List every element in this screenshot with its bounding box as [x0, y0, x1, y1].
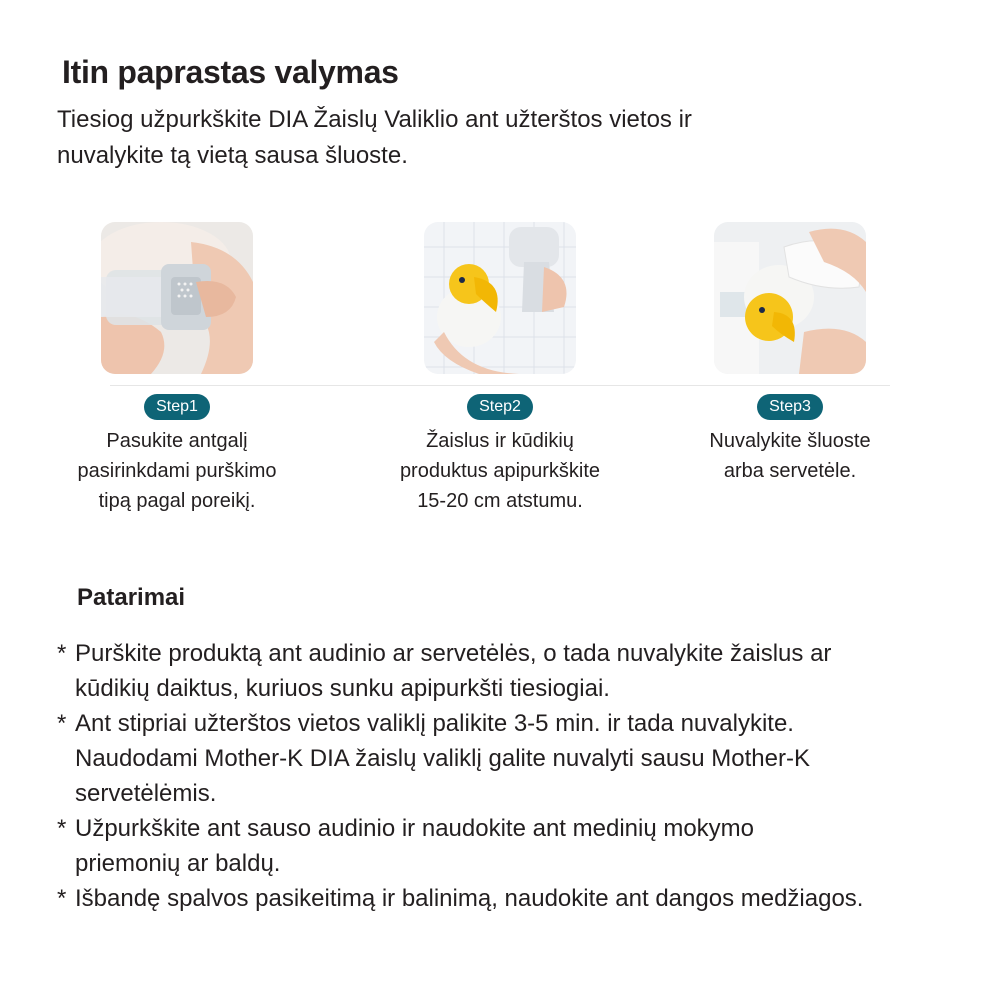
step-1-description [27, 426, 327, 516]
tip-item [57, 881, 977, 916]
page-title: Itin paprastas valymas [62, 54, 399, 90]
step-3-badge: Step3 [757, 394, 823, 420]
step-2-line-1: Žaislus ir kūdikių [426, 430, 574, 452]
step-2-line-2: produktus apipurkškite [399, 460, 601, 482]
step-3-description [640, 426, 940, 486]
tip-bullet: * [57, 640, 67, 667]
tip-1-line-1: Purškite produktą ant audinio ar servetėlės, o tada nuvalykite žaislus ar [75, 640, 832, 667]
step-3-line-2: arba servetėle. [723, 460, 857, 482]
step-1-badge: Step1 [144, 394, 210, 420]
tip-2-line-2: Naudodami Mother-K DIA žaislų valiklį galite nuvalyti sausu Mother-K [75, 745, 810, 772]
step-2-badge: Step2 [467, 394, 533, 420]
step-1-line-1: Pasukite antgalį [106, 430, 248, 452]
step-1-line-3: tipą pagal poreikį. [98, 490, 256, 512]
spray-nozzle-photo [101, 222, 253, 374]
tip-2-line-1: Ant stipriai užterštos vietos valiklį palikite 3-5 min. ir tada nuvalykite. [75, 710, 794, 737]
tip-bullet: * [57, 710, 67, 737]
spray-toy-photo [424, 222, 576, 374]
tip-1-line-2: kūdikių daiktus, kuriuos sunku apipurkšti tiesiogiai. [75, 675, 610, 702]
step-3-line-1: Nuvalykite šluoste [709, 430, 871, 452]
tip-4-line-1: Išbandę spalvos pasikeitimą ir balinimą, naudokite ant dangos medžiagos. [75, 885, 864, 912]
tip-bullet: * [57, 885, 67, 912]
step-2 [350, 222, 650, 516]
tip-item [57, 811, 977, 881]
tip-2-line-3: servetėlėmis. [75, 780, 217, 807]
step-2-line-3: 15-20 cm atstumu. [417, 490, 583, 512]
step-1-line-2: pasirinkdami purškimo [77, 460, 277, 482]
tip-3-line-1: Užpurkškite ant sauso audinio ir naudokite ant medinių mokymo [75, 815, 755, 842]
tips-list [57, 636, 977, 916]
tip-bullet: * [57, 815, 67, 842]
tip-item [57, 636, 977, 706]
step-1 [27, 222, 327, 516]
step-3 [640, 222, 940, 486]
step-2-description [350, 426, 650, 516]
subtitle-line-1: Tiesiog užpurkškite DIA Žaislų Valiklio ant užterštos vietos ir [57, 106, 692, 133]
subtitle-line-2: nuvalykite tą vietą sausa šluoste. [57, 142, 408, 169]
tip-item [57, 706, 977, 811]
tip-3-line-2: priemonių ar baldų. [75, 850, 281, 877]
wipe-toy-photo [714, 222, 866, 374]
tips-title: Patarimai [77, 584, 186, 611]
page-subtitle [57, 102, 857, 174]
